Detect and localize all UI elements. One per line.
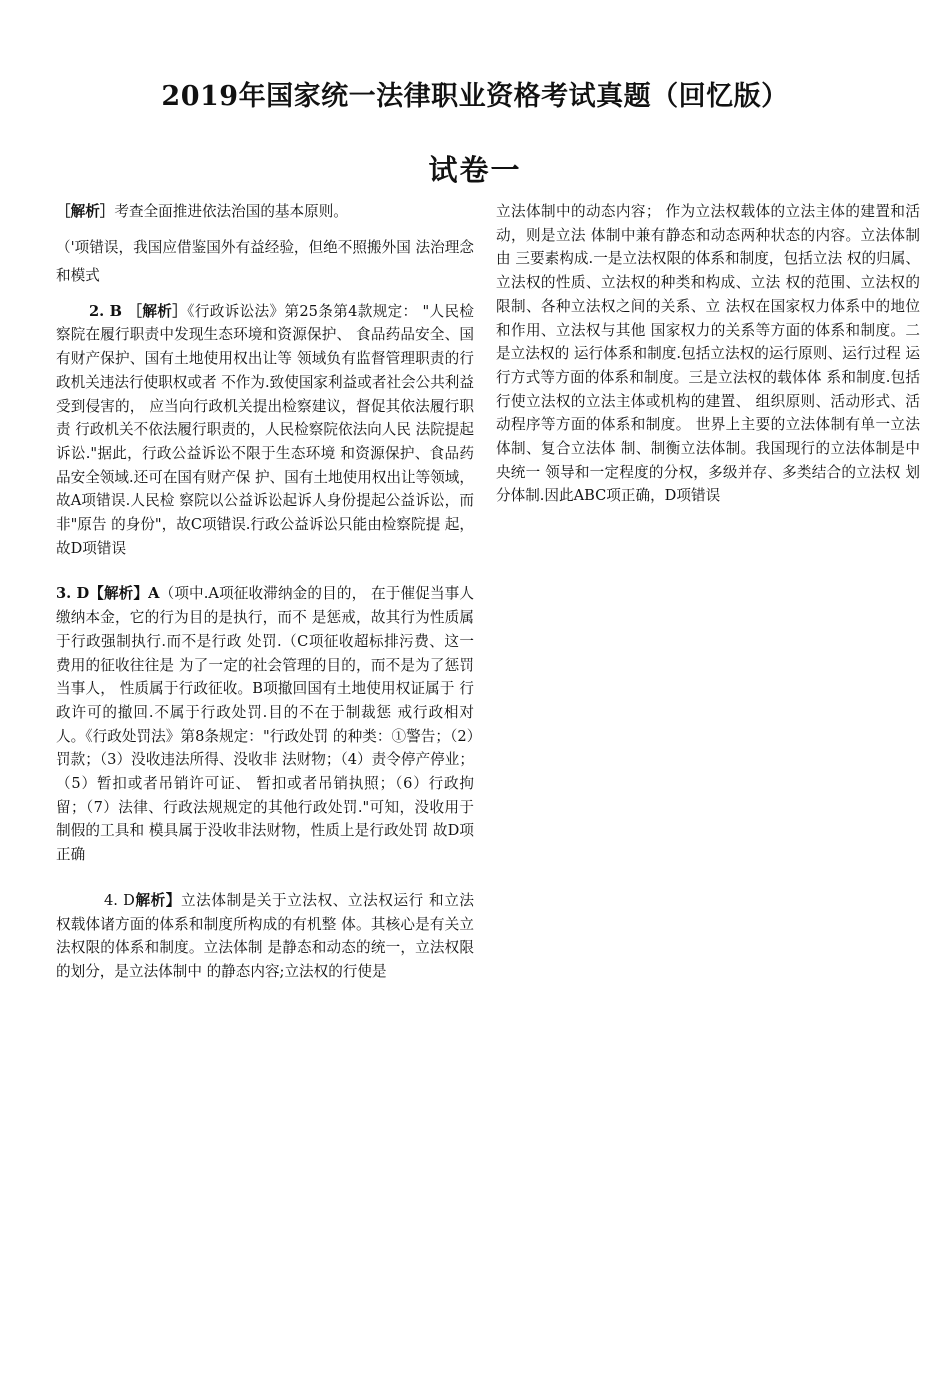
answer-2	[56, 300, 474, 561]
document-title: 2019年国家统一法律职业资格考试真题（回忆版）	[161, 81, 789, 112]
analysis-tag: ［解析］	[56, 203, 115, 220]
paper-subtitle: 试卷一	[428, 153, 522, 187]
option-note-text: （'项错误，我国应借鉴国外有益经验，但绝不照搬外国 法治理念和模式	[56, 238, 474, 284]
answer-number: 2. B	[89, 302, 128, 320]
analysis-tag: 【解析】	[89, 585, 149, 603]
answer-1-option-note	[56, 234, 474, 290]
analysis-lead: A	[148, 585, 160, 603]
left-column	[56, 200, 474, 984]
analysis-tag: ［解析］	[127, 302, 188, 320]
answer-3	[56, 582, 474, 866]
analysis-text: 立法体制是关于立法权、立法权运行 和立法权载体诸方面的体系和制度所构成的有机整 体。其核心是有关立法权限的体系和制度。立法体制 是静态和动态的统一，立法权限的划分，是立法体制中 的静态内容;立法权的行使是	[56, 891, 474, 980]
answer-1-analysis	[56, 200, 474, 224]
analysis-text: （项中.A项征收滞纳金的目的， 在于催促当事人缴纳本金，它的行为目的是执行，而不 是惩戒，故其行为性质属于行政强制执行.而不是行政 处罚.（C项征收超标排污费、这一费用的征收往往是 为了一定的社会管理的目的，而不是为了惩罚当事人， 性质属于行政征收。B项撤回国有土地使用权证属于 行政许可的撤回.不属于行政处罚.目的不在于制裁惩 戒行政相对人。《行政处罚法》第8条规定："行政处罚 的种类：①警告；（2）罚款；（3）没收违法所得、没收非 法财物；（4）责令停产停业；（5）暂扣或者吊销许可证、 暂扣或者吊销执照；（6）行政拘留；（7）法律、行政法规规定的其他行政处罚."可知，没收用于制假的工具和 模具属于没收非法财物，性质上是行政处罚 故D项正确	[56, 585, 474, 864]
analysis-text: 《行政诉讼法》第25条第4款规定： "人民检察院在履行职责中发现生态环境和资源保护、 食品药品安全、国有财产保护、国有土地使用权出让等 领域负有监督管理职责的行政机关违法行使职权或者 不作为.致使国家利益或者社会公共利益受到侵害的， 应当向行政机关提出检察建议，督促其依法履行职责 行政机关不依法履行职责的，人民检察院依法向人民 法院提起诉讼."据此，行政公益诉讼不限于生态环境 和资源保护、食品药品安全领域.还可在国有财产保 护、国有土地使用权出让等领域，故A项错误.人民检 察院以公益诉讼起诉人身份提起公益诉讼，而非"原告 的身份"，故C项错误.行政公益诉讼只能由检察院提 起，故D项错误	[56, 302, 474, 557]
answer-number: 3. D	[56, 585, 90, 603]
analysis-tag: 解析】	[134, 891, 181, 909]
right-column	[496, 200, 920, 508]
analysis-text: 考查全面推进依法治国的基本原则。	[114, 203, 348, 220]
answer-4-continued: 立法体制中的动态内容； 作为立法权载体的立法主体的建置和活动，则是立法 体制中兼有静态和动态两种状态的内容。立法体制由 三要素构成.一是立法权限的体系和制度，包括立法 权的归属、立法权的性质、立法权的种类和构成、立法 权的范围、立法权的限制、各种立法权之间的关系、立 法权在国家权力体系中的地位和作用、立法权与其他 国家权力的关系等方面的体系和制度。二是立法权的 运行体系和制度.包括立法权的运行原则、运行过程 运行方式等方面的体系和制度。三是立法权的载体体 系和制度.包括行使立法权的立法主体或机构的建置、 组织原则、活动形式、活动程序等方面的体系和制度。 世界上主要的立法体制有单一立法体制、复合立法体 制、制衡立法体制。我国现行的立法体制是中央统一 领导和一定程度的分权，多级并存、多类结合的立法权 划分体制.因此ABC项正确，D项错误	[496, 203, 920, 505]
answer-4	[56, 889, 474, 984]
answer-number: 4. D	[104, 891, 135, 909]
